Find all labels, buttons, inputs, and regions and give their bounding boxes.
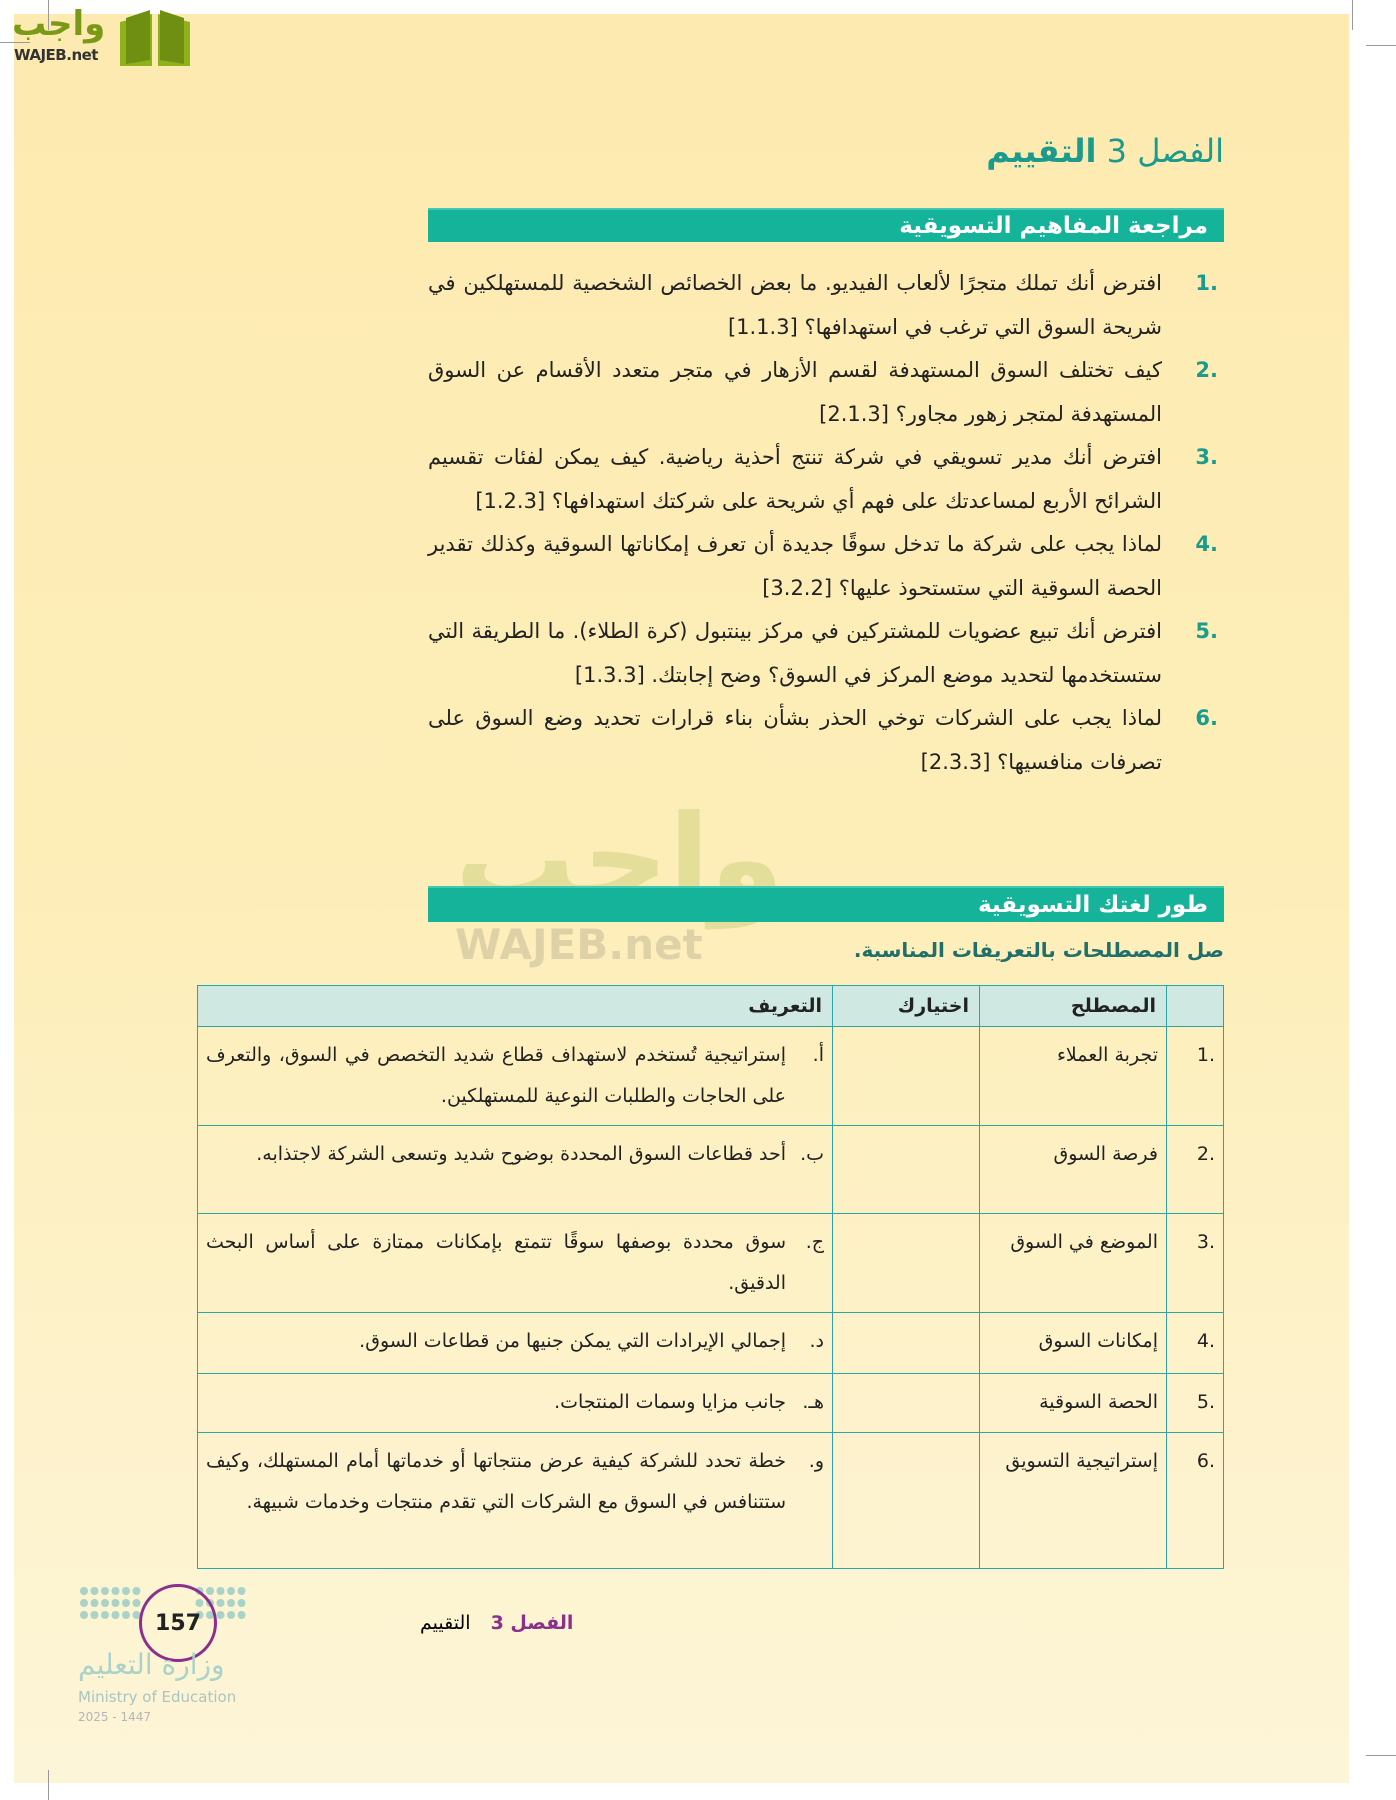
footer-chapter: الفصل 3 — [490, 1612, 574, 1634]
choice-cell[interactable] — [833, 1027, 980, 1126]
question-item — [428, 262, 1224, 349]
footer-section: التقييم — [420, 1612, 471, 1634]
definition-text: إستراتيجية تُستخدم لاستهداف قطاع شديد التخصص في السوق، والتعرف على الحاجات والطلبات النوعية للمستهلكين. — [206, 1044, 786, 1107]
crop-mark — [1366, 45, 1396, 46]
question-item — [428, 697, 1224, 784]
matching-table — [197, 985, 1224, 1569]
logo-dot — [217, 1599, 225, 1607]
logo-dot — [238, 1611, 246, 1619]
crop-mark — [1352, 0, 1353, 30]
row-number: .6 — [1167, 1433, 1224, 1569]
question-list — [428, 262, 1224, 784]
crop-mark — [1366, 1755, 1396, 1756]
page-title — [986, 132, 1224, 170]
term-cell: إمكانات السوق — [980, 1313, 1167, 1374]
choice-cell[interactable] — [833, 1313, 980, 1374]
logo-dot — [101, 1611, 109, 1619]
question-item — [428, 523, 1224, 610]
question-number: .1 — [1195, 271, 1218, 295]
logo-dot — [80, 1611, 88, 1619]
logo-dot — [112, 1599, 120, 1607]
running-footer — [420, 1612, 573, 1634]
definition-cell — [198, 1433, 833, 1569]
definition-letter: ب. — [800, 1143, 824, 1165]
definition-cell — [198, 1126, 833, 1214]
term-cell: تجربة العملاء — [980, 1027, 1167, 1126]
row-number: .2 — [1167, 1126, 1224, 1214]
logo-dot — [133, 1599, 141, 1607]
logo-english: WAJEB.net — [14, 46, 98, 64]
logo-dot — [238, 1599, 246, 1607]
question-text: افترض أنك تملك متجرًا لألعاب الفيديو. ما بعض الخصائص الشخصية للمستهلكين في شريحة السوق التي ترغب في استهدافها؟ [1.1.3] — [428, 271, 1162, 339]
question-item — [428, 610, 1224, 697]
definition-cell — [198, 1374, 833, 1433]
definition-text: إجمالي الإيرادات التي يمكن جنيها من قطاعات السوق. — [359, 1330, 786, 1352]
crop-mark — [48, 1770, 49, 1800]
definition-text: جانب مزايا وسمات المنتجات. — [554, 1391, 786, 1413]
header-choice: اختيارك — [833, 986, 980, 1027]
ministry-name-english: Ministry of Education — [78, 1688, 237, 1706]
question-number: .4 — [1195, 532, 1218, 556]
logo-dot — [227, 1611, 235, 1619]
logo-dot — [122, 1611, 130, 1619]
header-term: المصطلح — [980, 986, 1167, 1027]
definition-text: أحد قطاعات السوق المحددة بوضوح شديد وتسعى الشركة لاجتذابه. — [256, 1143, 786, 1165]
logo-dot — [112, 1611, 120, 1619]
question-number: .3 — [1195, 445, 1218, 469]
table-row — [198, 1313, 1224, 1374]
header-num — [1167, 986, 1224, 1027]
definition-letter: د. — [809, 1330, 824, 1352]
logo-dot — [217, 1587, 225, 1595]
header-definition: التعريف — [198, 986, 833, 1027]
question-item — [428, 436, 1224, 523]
question-text: لماذا يجب على شركة ما تدخل سوقًا جديدة أن تعرف إمكاناتها السوقية وكذلك تقدير الحصة السوقية التي ستستحوذ عليها؟ [3.2.2] — [428, 532, 1162, 600]
definition-letter: هـ. — [802, 1391, 824, 1413]
question-number: .5 — [1195, 619, 1218, 643]
table-row — [198, 1214, 1224, 1313]
logo-dot — [91, 1587, 99, 1595]
table-row — [198, 1027, 1224, 1126]
logo-dot — [101, 1599, 109, 1607]
logo-dot — [91, 1611, 99, 1619]
logo-dot — [133, 1587, 141, 1595]
question-item — [428, 349, 1224, 436]
ministry-name-arabic: وزارة التعليم — [78, 1648, 225, 1681]
definition-letter: و. — [808, 1450, 824, 1472]
chapter-label: الفصل 3 — [1106, 132, 1224, 170]
logo-dot — [227, 1587, 235, 1595]
logo-dot — [91, 1599, 99, 1607]
edition-year: 2025 - 1447 — [78, 1710, 152, 1724]
chapter-name: التقييم — [986, 132, 1097, 170]
question-text: افترض أنك تبيع عضويات للمشتركين في مركز بينتبول (كرة الطلاء). ما الطريقة التي ستستخدمها لتحديد موضع المركز في السوق؟ وضح إجابتك. [1.3.3] — [428, 619, 1162, 687]
logo-dot — [80, 1599, 88, 1607]
section-heading-text: مراجعة المفاهيم التسويقية — [899, 213, 1208, 239]
choice-cell[interactable] — [833, 1374, 980, 1433]
row-number: .3 — [1167, 1214, 1224, 1313]
logo-dot — [112, 1587, 120, 1595]
choice-cell[interactable] — [833, 1214, 980, 1313]
logo-dot — [122, 1587, 130, 1595]
choice-cell[interactable] — [833, 1126, 980, 1214]
question-text: لماذا يجب على الشركات توخي الحذر بشأن بناء قرارات تحديد وضع السوق على تصرفات منافسيها؟ [2.3.3] — [428, 706, 1162, 774]
row-number: .4 — [1167, 1313, 1224, 1374]
logo-dot — [217, 1611, 225, 1619]
section-heading-review — [428, 208, 1224, 242]
question-text: كيف تختلف السوق المستهدفة لقسم الأزهار في متجر متعدد الأقسام عن السوق المستهدفة لمتجر زهور مجاور؟ [2.1.3] — [428, 358, 1162, 426]
question-text: افترض أنك مدير تسويقي في شركة تنتج أحذية رياضية. كيف يمكن لفئات تقسيم الشرائح الأربع لمساعدتك على فهم أي شريحة على شركتك استهدافها؟ [1.2.3] — [428, 445, 1162, 513]
logo-dot — [238, 1587, 246, 1595]
logo-dot — [206, 1587, 214, 1595]
logo-dot — [227, 1599, 235, 1607]
logo-dot — [122, 1599, 130, 1607]
definition-cell — [198, 1313, 833, 1374]
definition-letter: أ. — [812, 1044, 824, 1066]
section-heading-vocabulary — [428, 886, 1224, 922]
definition-cell — [198, 1214, 833, 1313]
definition-letter: ج. — [805, 1231, 824, 1253]
row-number: .5 — [1167, 1374, 1224, 1433]
logo-dot — [80, 1587, 88, 1595]
question-number: .6 — [1195, 706, 1218, 730]
definition-text: خطة تحدد للشركة كيفية عرض منتجاتها أو خدماتها أمام المستهلك، وكيف ستتنافس في السوق مع الشركات التي تقدم منتجات وخدمات شبيهة. — [206, 1450, 786, 1513]
term-cell: الموضع في السوق — [980, 1214, 1167, 1313]
table-row — [198, 1433, 1224, 1569]
row-number: .1 — [1167, 1027, 1224, 1126]
section-heading-text: طور لغتك التسويقية — [977, 892, 1208, 918]
definition-cell — [198, 1027, 833, 1126]
definition-text: سوق محددة بوصفها سوقًا تتمتع بإمكانات ممتازة على أساس البحث الدقيق. — [206, 1231, 786, 1294]
logo-dot — [101, 1587, 109, 1595]
question-number: .2 — [1195, 358, 1218, 382]
table-header-row — [198, 986, 1224, 1027]
choice-cell[interactable] — [833, 1433, 980, 1569]
table-row — [198, 1374, 1224, 1433]
term-cell: إستراتيجية التسويق — [980, 1433, 1167, 1569]
wajeb-logo[interactable] — [8, 4, 188, 68]
page-number: 157 — [139, 1584, 217, 1662]
book-icon — [116, 8, 194, 68]
logo-arabic: واجب — [12, 4, 106, 44]
term-cell: الحصة السوقية — [980, 1374, 1167, 1433]
term-cell: فرصة السوق — [980, 1126, 1167, 1214]
table-row — [198, 1126, 1224, 1214]
instruction-text: صل المصطلحات بالتعريفات المناسبة. — [853, 938, 1224, 962]
